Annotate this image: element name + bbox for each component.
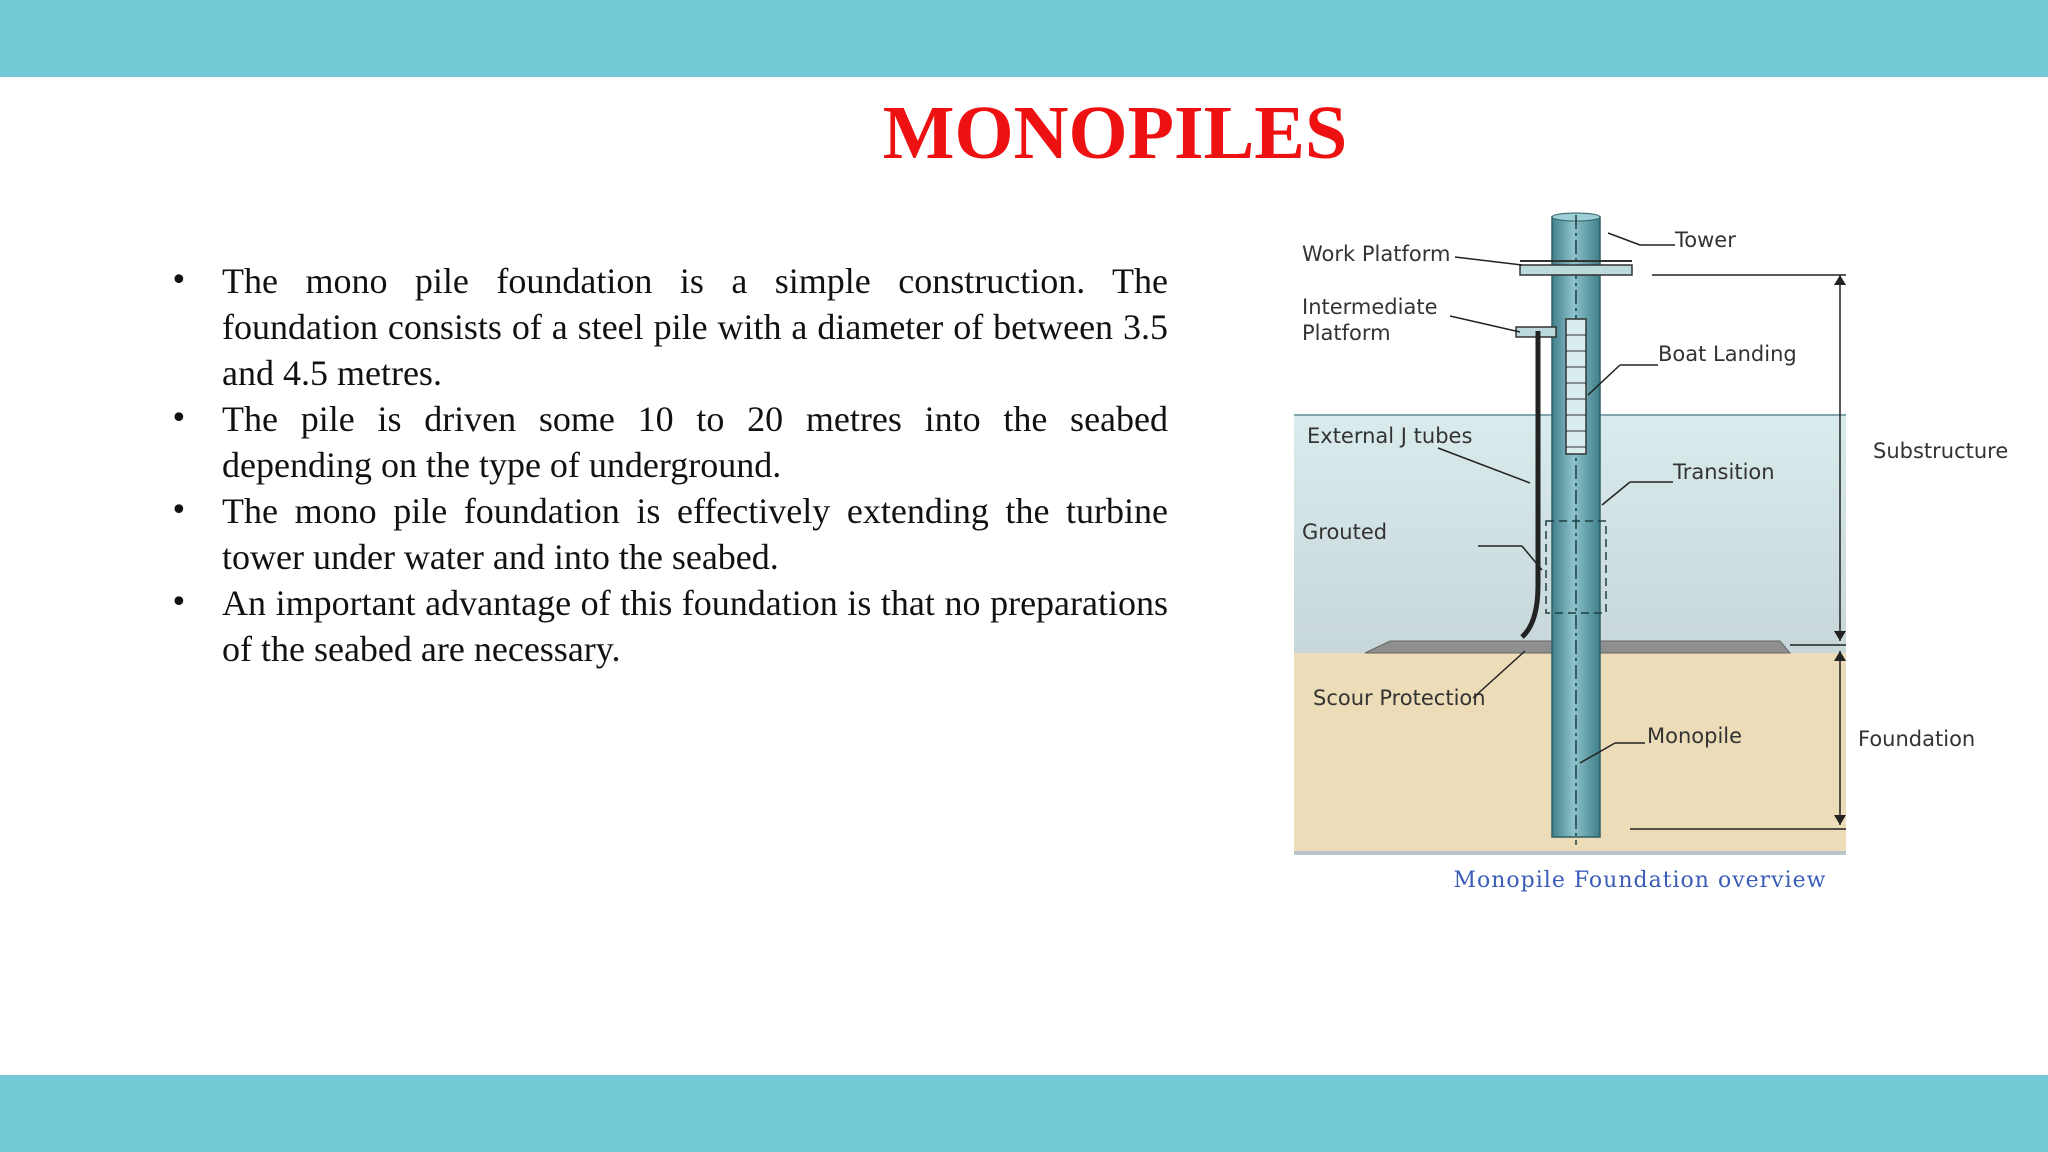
bullet-item [162, 488, 1168, 580]
bullet-list [162, 258, 1168, 672]
bullet-dot-icon: • [170, 401, 188, 436]
monopile-diagram [1290, 205, 2010, 905]
bullet-text: The mono pile foundation is a simple construction. The foundation consists of a steel pile with a diameter of between 3.5 and 4.5 metres. [222, 261, 1168, 393]
bottom-band [0, 1075, 2048, 1152]
label-intermediate-platform-line1: Intermediate [1302, 295, 1438, 319]
label-grouted: Grouted [1302, 520, 1388, 544]
bullet-dot-icon: • [170, 493, 188, 528]
bullet-text: An important advantage of this foundation is that no preparations of the seabed are necessary. [222, 583, 1168, 669]
boat-landing-ladder [1566, 319, 1586, 454]
label-scour-protection: Scour Protection [1313, 686, 1486, 710]
bullet-text: The mono pile foundation is effectively extending the turbine tower under water and into the seabed. [222, 491, 1168, 577]
label-boat-landing: Boat Landing [1658, 342, 1797, 366]
bullet-dot-icon: • [170, 263, 188, 298]
label-intermediate-platform-line2: Platform [1302, 321, 1391, 345]
work-platform [1520, 265, 1632, 275]
label-monopile: Monopile [1647, 724, 1743, 748]
label-transition: Transition [1673, 460, 1775, 484]
dim-arrow-icon [1834, 275, 1846, 285]
slide-title: MONOPILES [882, 91, 1348, 175]
diagram-caption: Monopile Foundation overview [1453, 868, 1827, 893]
bullet-item [162, 258, 1168, 396]
bullet-item [162, 580, 1168, 672]
bullet-item [162, 396, 1168, 488]
label-foundation: Foundation [1858, 727, 1976, 751]
label-external-j-tubes: External J tubes [1307, 424, 1473, 448]
top-band [0, 0, 2048, 77]
bullet-text: The pile is driven some 10 to 20 metres into the seabed depending on the type of underground. [222, 399, 1168, 485]
label-work-platform: Work Platform [1302, 242, 1451, 266]
label-substructure: Substructure [1873, 439, 2009, 463]
bullet-dot-icon: • [170, 585, 188, 620]
label-tower: Tower [1675, 228, 1736, 252]
